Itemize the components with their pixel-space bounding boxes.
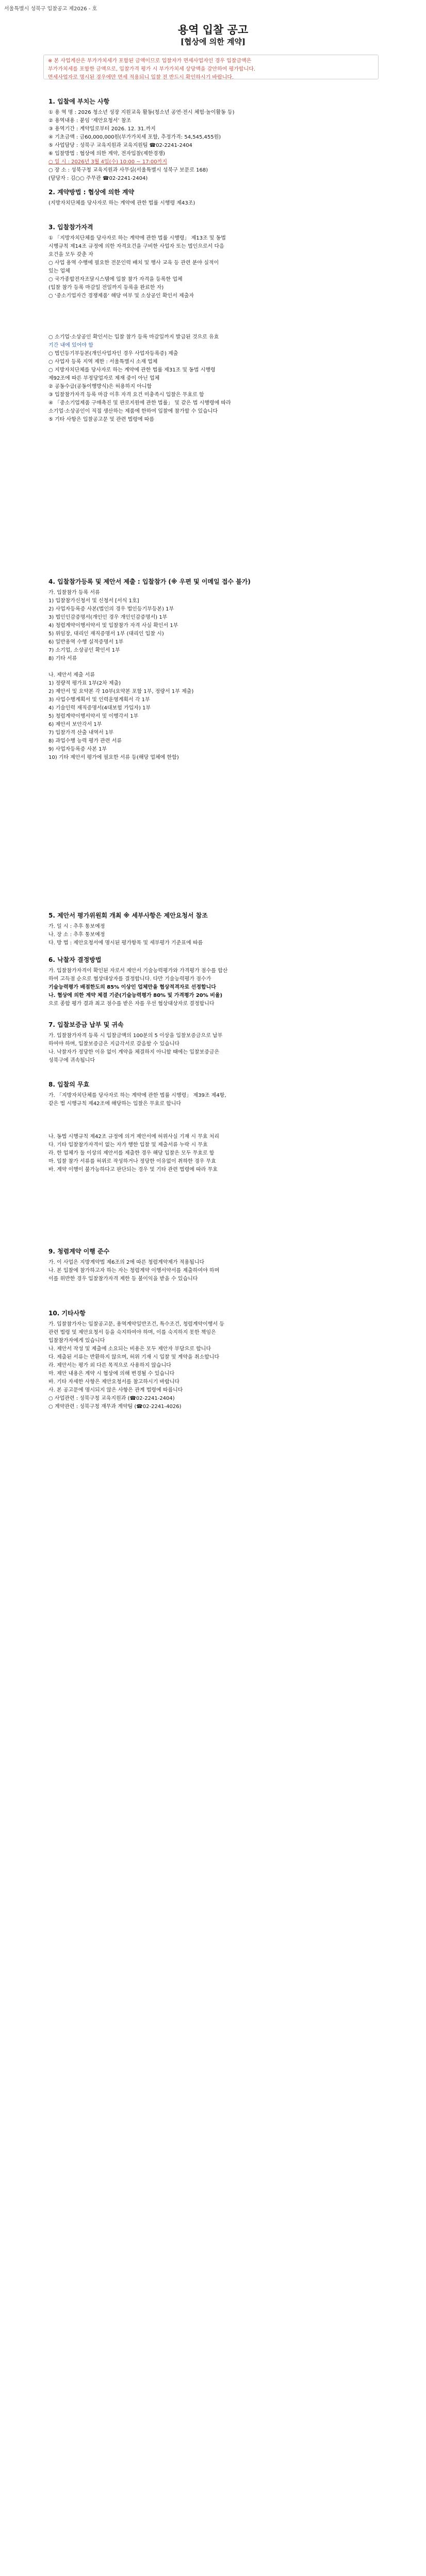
section-line: 가. 입찰참가자격 등록 시 입찰금액의 100분의 5 이상을 입찰보증금으로 납부 — [48, 1033, 223, 1039]
section-line: ① 「지방자치단체를 당사자로 하는 계약에 관한 법률 시행령」 제13조 및 동법 — [48, 235, 226, 241]
section-line: 가. 이 사업은 지방계약법 제6조의 2에 따른 청렴계약제가 적용됩니다 — [48, 1260, 205, 1265]
section-line: 가. 입찰참가자는 입찰공고문, 용역계약일반조건, 특수조건, 청렴계약이행서 등 — [48, 1321, 224, 1327]
section-line: ○ 사업 용역 수행에 필요한 전문인력 배치 및 행사 교육 등 관련 분야 실적이 — [48, 260, 219, 266]
section-line: 소기업·소상공인이 직접 생산하는 제품에 한하여 입찰에 참가할 수 있습니다 — [48, 409, 218, 414]
section-line: 마. 제안 내용은 계약 시 협상에 의해 변경될 수 있습니다 — [48, 1371, 175, 1377]
section-8 — [48, 1080, 384, 1174]
section-line: ⑥ 입찰방법 : 협상에 의한 계약, 전자입찰(제한경쟁) — [48, 151, 165, 157]
section-line: 마. 입찰 참가 서류를 허위로 작성하거나 정당한 이유없이 취하한 경우 무효 — [48, 1159, 216, 1164]
section-line: 나. 협상에 의한 계약 체결 기준(기술능력평가 80% 및 가격평가 20% 비율) — [48, 993, 223, 998]
section-line: ① 용 역 명 : 2026 청소년 성장 지원교육 활동(청소년 공연·전시 체험·놀이활동 등) — [48, 110, 235, 115]
section-heading: 4. 입찰참가등록 및 제안서 제출 : 입찰참가 (※ 우편 및 이메일 접수 불가) — [48, 578, 251, 585]
section-line: 다. 기타 입찰참가자격이 없는 자가 행한 입찰 및 제출서류 누락 시 무효 — [48, 1142, 208, 1148]
section-line: ○ 계약관련 : 성북구청 재무과 계약팀 (☎02-2241-4026) — [48, 1404, 182, 1410]
section-line: 요건을 모두 갖춘 자 — [48, 252, 93, 258]
section-line: 사. 본 공고문에 명시되지 않은 사항은 관계 법령에 따릅니다 — [48, 1387, 183, 1393]
section-line: ○ 법인등기부등본(개인사업자인 경우 사업자등록증) 제출 — [48, 351, 178, 357]
section-line: ○ 소기업·소상공인 확인서는 입찰 참가 등록 마감일까지 발급된 것으로 유효 — [48, 334, 219, 340]
section-2 — [48, 188, 384, 208]
section-line: 가. 입찰참가자격이 확인된 자로서 제안서 기술능력평가와 가격평가 점수를 합산 — [48, 968, 228, 974]
section-line: 나. 동법 시행규칙 제42조 규정에 의거 제안서에 허위사실 기재 시 무효 처리 — [48, 1134, 220, 1140]
section-line: 5) 청렴계약이행서약서 및 이행각서 1부 — [48, 714, 139, 719]
section-line: 나. 장 소 : 추후 통보예정 — [48, 932, 105, 938]
section-6 — [48, 955, 384, 1008]
section-heading: 3. 입찰참가자격 — [48, 224, 93, 231]
section-line: (지방자치단체를 당사자로 하는 계약에 관한 법률 시행령 제43조) — [48, 200, 195, 206]
notice-line: 부가가치세를 포함한 금액으로, 입찰가격 평가 시 부가가치세 상당액을 감안하여 평가합니다. — [48, 66, 256, 72]
section-line: 8) 기타 서류 — [48, 656, 77, 662]
section-line: ③ 용역기간 : 계약일로부터 2026. 12. 31.까지 — [48, 126, 156, 132]
section-line: 9) 사업자등록증 사본 1부 — [48, 747, 107, 752]
section-line: ○ 사업관련 : 성북구청 교육지원과 (☎02-2241-2404) — [48, 1396, 175, 1401]
section-line: ② 용역내용 : 붙임 ‘제안요청서’ 참조 — [48, 118, 132, 124]
section-line: 6) 제안서 보안각서 1부 — [48, 722, 102, 727]
section-line — [48, 1116, 384, 1125]
section-line: 5) 위임장, 대리인 재직증명서 1부 (대리인 입찰 시) — [48, 631, 164, 637]
section-line: ④ 「중소기업제품 구매촉진 및 판로지원에 관한 법률」 및 같은 법 시행령에 따라 — [48, 400, 231, 406]
notice-number: 서울특별시 성북구 입찰공고 제2026 - 호 — [4, 6, 97, 12]
section-line: 가. 입찰참가 등록 서류 — [48, 590, 100, 596]
section-heading: 5. 제안서 평가위원회 개최 ※ 세부사항은 제안요청서 참조 — [48, 912, 208, 919]
section-line: ○ 국가종합전자조달시스템에 입찰 참가 자격을 등록한 업체 — [48, 277, 183, 282]
section-line — [48, 663, 384, 671]
section-line: ③ 입찰참가자격 등록 마감 이후 자격 요건 미충족시 입찰은 무효로 함 — [48, 392, 204, 398]
section-10 — [48, 1309, 384, 1411]
section-line: ○ 사업자 등록 지역 제한 : 서울특별시 소재 업체 — [48, 359, 158, 365]
section-line: (입찰 참가 등록 마감일 전일까지 등록을 완료한 자) — [48, 285, 164, 291]
section-line: 나. 제안서 제출 서류 — [48, 672, 95, 678]
section-line: 기간 내에 있어야 함 — [48, 343, 93, 348]
section-4 — [48, 577, 384, 762]
section-heading: 1. 입찰에 부치는 사항 — [48, 98, 110, 105]
section-1 — [48, 97, 384, 183]
section-9 — [48, 1247, 384, 1283]
section-line — [48, 309, 384, 317]
section-line: 같은 법 시행규칙 제42조에 해당하는 입찰은 무효로 합니다 — [48, 1101, 182, 1107]
section-heading: 7. 입찰보증금 납부 및 귀속 — [48, 1021, 124, 1028]
section-line: 시행규칙 제14조 규정에 의한 자격요건을 구비한 사업자 또는 법인으로서 다음 — [48, 244, 224, 249]
section-line: 바. 기타 자세한 사항은 제안요청서를 참고하시기 바랍니다 — [48, 1379, 180, 1385]
section-heading: 10. 기타사항 — [48, 1310, 86, 1317]
section-line: 관련 법령 및 제안요청서 등을 숙지하여야 하며, 이를 숙지하지 못한 책임은 — [48, 1330, 216, 1335]
section-line: 나. 제안서 작성 및 제출에 소요되는 비용은 모두 제안자 부담으로 합니다 — [48, 1346, 211, 1352]
section-line: ○ 장 소 : 성북구청 교육지원과 사무실(서울특별시 성북구 보문로 168) — [48, 167, 208, 173]
section-7 — [48, 1020, 384, 1065]
section-line: 성북구에 귀속됩니다 — [48, 1058, 95, 1063]
section-line: 2) 제안서 및 요약본 각 10부(요약본 포함 1부, 정량서 1부 제출) — [48, 689, 194, 694]
section-line: 나. 낙찰자가 정당한 이유 없이 계약을 체결하지 아니할 때에는 입찰보증금은 — [48, 1049, 220, 1055]
section-line: ○ 지방자치단체를 당사자로 하는 계약에 관한 법률 제31조 및 동법 시행령 — [48, 367, 216, 373]
section-line: 1) 입찰참가신청서 및 신청서 [서식 1호] — [48, 598, 139, 604]
section-line: 8) 과업수행 능력 평가 관련 서류 — [48, 738, 122, 744]
section-line: 3) 법인인감증명서(개인인 경우 개인인감증명서) 1부 — [48, 615, 168, 620]
section-line: 2) 사업자등록증 사본(법인의 경우 법인등기부등본) 1부 — [48, 606, 174, 612]
section-line — [48, 317, 384, 325]
section-line — [48, 325, 384, 333]
section-line: 7) 소기업, 소상공인 확인서 1부 — [48, 648, 120, 653]
section-line: ④ 기초금액 : 금60,000,000원(부가가치세 포함, 추정가격: 54,545,455원) — [48, 134, 221, 140]
section-line: 나. 본 입찰에 참가하고자 하는 자는 청렴계약 이행서약서를 제출하여야 하며 — [48, 1268, 220, 1274]
section-line: 10) 기타 제안서 평가에 필요한 서류 등(해당 업체에 한함) — [48, 755, 179, 760]
notice-box — [43, 55, 379, 79]
section-line: 7) 입찰가격 산출 내역서 1부 — [48, 730, 113, 736]
page-title: 용역 입찰 공고 — [177, 23, 249, 36]
section-line: ○ 일 시 : 2026년 3월 4일(수) 10:00 ~ 17:00까지 — [48, 159, 167, 165]
section-line: 하여 고득점 순으로 협상대상자를 결정합니다. 다만 기술능력평가 점수가 — [48, 976, 211, 982]
section-line: 6) 일반용역 수행 실적증명서 1부 — [48, 639, 124, 645]
notice-line: 면세사업자로 명시된 경우에만 면세 적용되니 입찰 전 반드시 확인하시기 바랍니다. — [48, 75, 234, 80]
section-line: ② 공동수급(공동이행방식)은 허용하지 아니함 — [48, 384, 152, 389]
section-line — [48, 1108, 384, 1116]
section-line: 하여야 하며, 입찰보증금은 지급각서로 갈음할 수 있습니다 — [48, 1041, 180, 1047]
section-line: ⑤ 기타 사항은 입찰공고문 및 관련 법령에 따름 — [48, 417, 155, 422]
section-line: 4) 기술인력 재직증명서(4대보험 가입자) 1부 — [48, 705, 151, 711]
section-line: 가. 「지방자치단체를 당사자로 하는 계약에 관한 법률 시행령」 제39조 제4항, — [48, 1093, 226, 1098]
section-line: 으로 종합 평가 결과 최고 점수를 받은 자를 우선 협상대상자로 결정합니다 — [48, 1001, 215, 1007]
section-heading: 9. 청렴계약 이행 준수 — [48, 1248, 110, 1255]
section-line: 가. 일 시 : 추후 통보예정 — [48, 924, 105, 929]
section-line — [48, 300, 384, 309]
section-line: 기술능력평가 배점한도의 85% 이상인 업체만을 협상적격자로 선정합니다 — [48, 985, 216, 990]
section-line: 있는 업체 — [48, 268, 70, 274]
section-heading: 8. 입찰의 무효 — [48, 1081, 90, 1088]
section-line — [48, 1125, 384, 1133]
section-line: ⑤ 사업담당 : 성북구 교육지원과 교육지원팀 ☎02-2241-2404 — [48, 143, 192, 148]
section-5 — [48, 911, 384, 947]
section-line: 제92조에 따른 부정당업자로 제재 중이 아닌 업체 — [48, 376, 160, 381]
section-line: 바. 계약 이행이 불가능하다고 판단되는 경우 및 기타 관련 법령에 따라 무효 — [48, 1167, 218, 1173]
section-line: 4) 청렴계약이행서약서 및 입찰참가 자격 사실 확인서 1부 — [48, 623, 178, 629]
section-line: (담당자 : 김○○ 주무관 ☎02-2241-2404) — [48, 176, 148, 181]
page-subtitle: [협상에 의한 계약] — [180, 37, 246, 46]
section-line: 이를 위반한 경우 입찰참가자격 제한 등 불이익을 받을 수 있습니다 — [48, 1276, 198, 1282]
section-heading: 6. 낙찰자 결정방법 — [48, 956, 102, 963]
section-line: 라. 제안서는 평가 외 다른 목적으로 사용하지 않습니다 — [48, 1363, 171, 1368]
section-line: 다. 제출된 서류는 반환하지 않으며, 허위 기재 시 입찰 및 계약을 취소합니다 — [48, 1354, 220, 1360]
section-line: 라. 한 업체가 둘 이상의 제안서를 제출한 경우 해당 입찰은 모두 무효로 함 — [48, 1150, 215, 1156]
section-line: 3) 사업수행계획서 및 인력운영계획서 각 1부 — [48, 697, 150, 703]
section-line: ○ ‘중소기업자간 경쟁제품’ 해당 여부 및 소상공인 확인서 제출자 — [48, 293, 194, 299]
section-line: 입찰참가자에게 있습니다 — [48, 1338, 105, 1344]
notice-line: ※ 본 사업계산은 부가가치세가 포함된 금액이므로 입찰자가 면세사업자인 경우 입찰금액은 — [48, 58, 252, 64]
section-3 — [48, 223, 384, 424]
section-line: 다. 방 법 : 제안요청서에 명시된 평가항목 및 세부평가 기준표에 따름 — [48, 940, 203, 946]
section-heading: 2. 계약방법 : 협상에 의한 계약 — [48, 189, 135, 196]
section-line: 1) 정량적 평가표 1부(2차 제출) — [48, 681, 121, 686]
